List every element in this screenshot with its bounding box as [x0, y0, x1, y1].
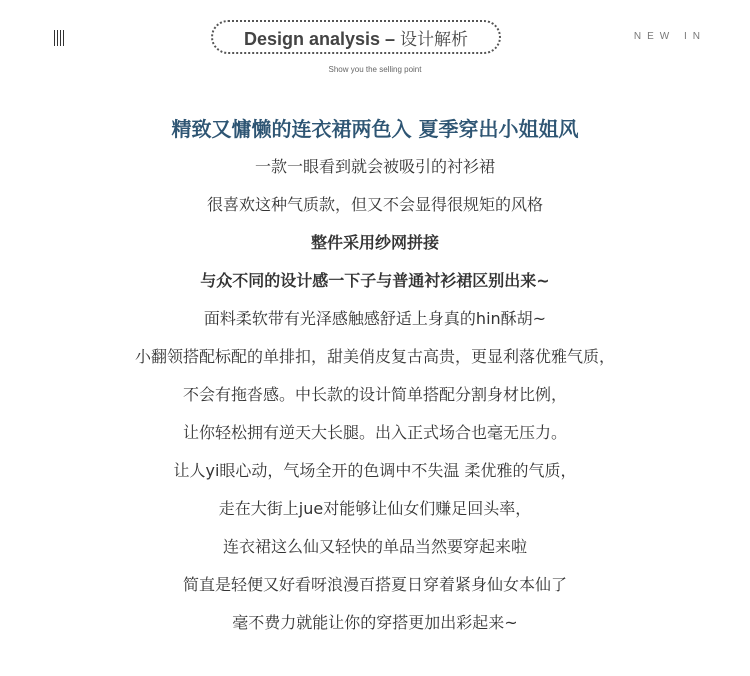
- description-line: 走在大街上jue对能够让仙女们赚足回头率，: [218, 499, 532, 518]
- description-line: 不会有拖沓感。中长款的设计简单搭配分割身材比例，: [182, 385, 567, 404]
- section-title-cn: 设计解析: [400, 29, 469, 50]
- description-line: 很喜欢这种气质款，但又不会显得很规矩的风格: [206, 195, 543, 214]
- section-title-badge: [211, 20, 501, 54]
- new-in-label: NEW IN: [633, 31, 706, 42]
- description-lines: [0, 148, 750, 642]
- description-line: 连衣裙这么仙又轻快的单品当然要穿起来啦: [222, 537, 527, 556]
- description-line: 与众不同的设计感一下子与普通衬衫裙区别出来~: [200, 271, 550, 290]
- description-line: 毫不费力就能让你的穿搭更加出彩起来~: [232, 613, 518, 632]
- section-title: [244, 25, 468, 50]
- description-line: 面料柔软带有光泽感触感舒适上身真的hin酥胡~: [203, 309, 547, 328]
- description-line: 小翻领搭配标配的单排扣，甜美俏皮复古高贵，更显利落优雅气质，: [134, 347, 615, 366]
- description-line: 整件采用纱网拼接: [310, 233, 439, 252]
- description-line: 让你轻松拥有逆天大长腿。出入正式场合也毫无压力。: [182, 423, 567, 442]
- barcode-decoration: [54, 30, 66, 46]
- description-line: 一款一眼看到就会被吸引的衬衫裙: [254, 157, 495, 176]
- section-title-en: Design analysis –: [243, 28, 401, 49]
- section-subtitle: Show you the selling point: [328, 65, 422, 74]
- product-headline: 精致又慵懒的连衣裙两色入 夏季穿出小姐姐风: [171, 117, 579, 141]
- description-line: 简直是轻便又好看呀浪漫百搭夏日穿着紧身仙女本仙了: [182, 575, 567, 594]
- description-line: 让人yi眼心动，气场全开的色调中不失温 柔优雅的气质，: [173, 461, 577, 480]
